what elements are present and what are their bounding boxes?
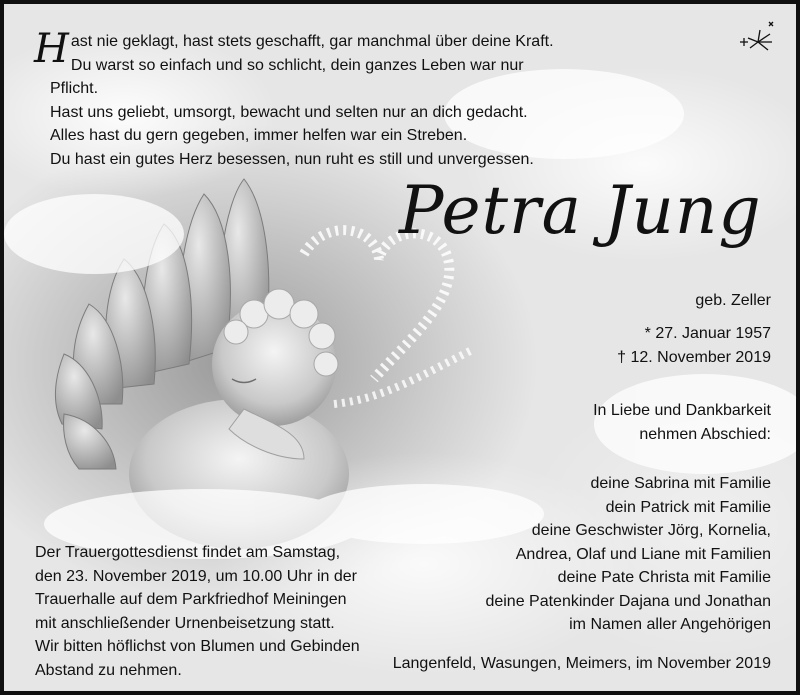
poem-line: Du warst so einfach und so schlicht, dein ganzes Leben war nur Pflicht. [50,56,524,97]
life-dates [617,322,771,369]
thanks-line: nehmen Abschied: [639,425,771,443]
service-line: Der Trauergottesdienst findet am Samstag, [35,544,341,561]
mourner-line: dein Patrick mit Familie [605,498,771,516]
service-line: Wir bitten höflichst von Blumen und Gebinden [35,638,360,655]
dandelion-seeds-icon [736,18,776,52]
poem-line: Alles hast du gern gegeben, immer helfen war ein Streben. [50,127,468,144]
service-line: mit anschließender Urnenbeisetzung statt. [35,614,335,632]
mourner-line: deine Sabrina mit Familie [590,475,771,492]
birth-name: geb. Zeller [695,292,771,309]
deceased-name: Petra Jung [399,172,762,249]
mourner-line: im Namen aller Angehörigen [569,616,771,633]
mourner-line: deine Pate Christa mit Familie [557,569,771,586]
mourner-line: deine Geschwister Jörg, Kornelia, [531,522,771,539]
poem-line: Hast uns geliebt, umsorgt, bewacht und selten nur an dich gedacht. [50,103,528,121]
birth-date: * 27. Januar 1957 [644,325,771,342]
poem-line: Du hast ein gutes Herz besessen, nun ruht es still und unvergessen. [50,150,534,168]
poem [34,26,555,171]
service-line: den 23. November 2019, um 10.00 Uhr in der [35,567,357,585]
mourners-list [485,472,771,637]
poem-line: ast nie geklagt, hast stets geschafft, gar manchmal über deine Kraft. [70,33,554,50]
service-line: Abstand zu nehmen. [35,661,182,679]
place-date: Langenfeld, Wasungen, Meimers, im November 2019 [392,655,771,672]
thanks-line: In Liebe und Dankbarkeit [593,402,771,419]
poem-dropcap: H [34,26,69,72]
thanks-text [593,399,771,446]
mourner-line: deine Patenkinder Dajana und Jonathan [485,592,771,610]
mourner-line: Andrea, Olaf und Liane mit Familien [515,545,771,563]
service-line: Trauerhalle auf dem Parkfriedhof Meiningen [35,591,347,608]
death-date: † 12. November 2019 [617,348,771,366]
funeral-service-info [35,541,360,682]
